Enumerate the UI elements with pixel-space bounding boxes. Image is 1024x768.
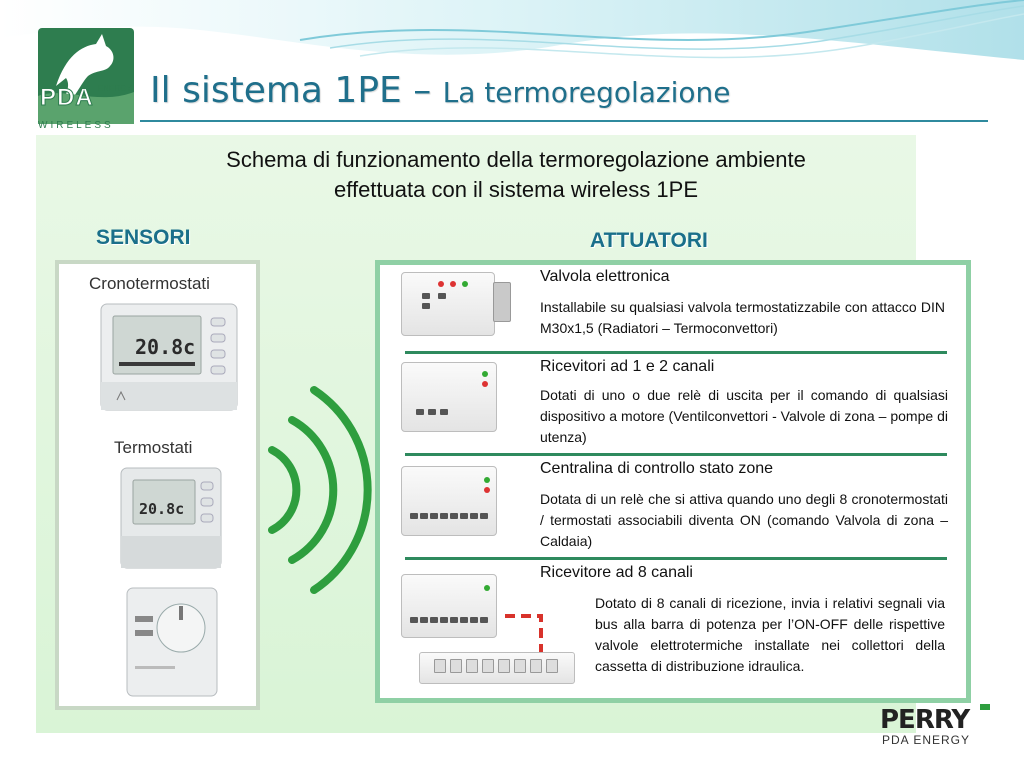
actuator-zone-control xyxy=(405,460,947,552)
title-underline xyxy=(140,120,988,122)
sensors-box xyxy=(55,260,260,710)
actuators-heading: ATTUATORI xyxy=(590,229,708,252)
chronothermostat-image xyxy=(99,302,239,412)
actuator-description: Dotata di un relè che si attiva quando uno degli 8 cronotermostati / termostati associabili diventa ON (comando Valvola di zona – Caldaia) xyxy=(540,491,948,549)
sensor-label-thermostat: Termostati xyxy=(114,438,193,457)
perry-logo xyxy=(880,704,994,732)
chronothermostat-display: 20.8c xyxy=(135,335,196,359)
logo-word: PDA xyxy=(40,84,94,111)
actuator-divider xyxy=(405,453,947,456)
sensor-label-chronothermostat: Cronotermostati xyxy=(89,274,210,293)
thermostat-image xyxy=(119,466,223,570)
receiver-1-2-channels-image xyxy=(401,362,497,432)
actuator-valve xyxy=(405,268,947,352)
actuator-title: Centralina di controllo stato zone xyxy=(540,460,774,477)
perry-subtitle: PDA ENERGY xyxy=(882,733,971,747)
perry-logo-text: PERRY xyxy=(880,705,970,732)
page-title-main: Il sistema 1PE – xyxy=(150,70,443,111)
actuator-description: Installabile su qualsiasi valvola termostatizzabile con attacco DIN M30x1,5 (Radiatori – Termoconvettori) xyxy=(540,299,945,336)
electronic-valve-image xyxy=(401,272,495,336)
pda-energy-logo xyxy=(36,26,136,130)
page-title xyxy=(150,70,731,111)
actuator-description: Dotato di 8 canali di ricezione, invia i relativi segnali via bus alla barra di potenza per l’ON-OFF delle rispettive valvole elettrotermiche installate nei collettori della cassetta di distribuzione idraulica. xyxy=(595,595,945,674)
actuator-divider xyxy=(405,351,947,354)
analog-thermostat-image xyxy=(125,586,219,698)
power-bar-image xyxy=(419,652,575,684)
zone-control-unit-image xyxy=(401,466,497,536)
sensors-heading: SENSORI xyxy=(96,226,191,249)
page-title-sub: La termoregolazione xyxy=(442,76,731,109)
actuator-title: Ricevitori ad 1 e 2 canali xyxy=(540,358,715,375)
intro-line-2: effettuata con il sistema wireless 1PE xyxy=(334,177,698,202)
actuator-title: Valvola elettronica xyxy=(540,268,670,285)
intro-text xyxy=(96,145,936,205)
valve-knob-icon xyxy=(493,282,511,322)
actuator-receivers xyxy=(405,358,947,450)
intro-line-1: Schema di funzionamento della termoregolazione ambiente xyxy=(226,147,806,172)
actuator-description: Dotati di uno o due relè di uscita per il comando di qualsiasi dispositivo a motore (Ventilconvettori - Valvole di zona – pompe di utenza) xyxy=(540,387,948,445)
receiver-8-channels-image xyxy=(401,574,497,638)
actuator-divider xyxy=(405,557,947,560)
actuator-8-channel-receiver xyxy=(405,564,947,698)
actuator-title: Ricevitore ad 8 canali xyxy=(540,564,693,581)
logo-subword: ENERGY xyxy=(98,84,132,93)
wireless-signal-icon xyxy=(262,380,372,600)
thermostat-display: 20.8c xyxy=(139,500,185,518)
logo-tagline: WIRELESS xyxy=(38,120,114,131)
